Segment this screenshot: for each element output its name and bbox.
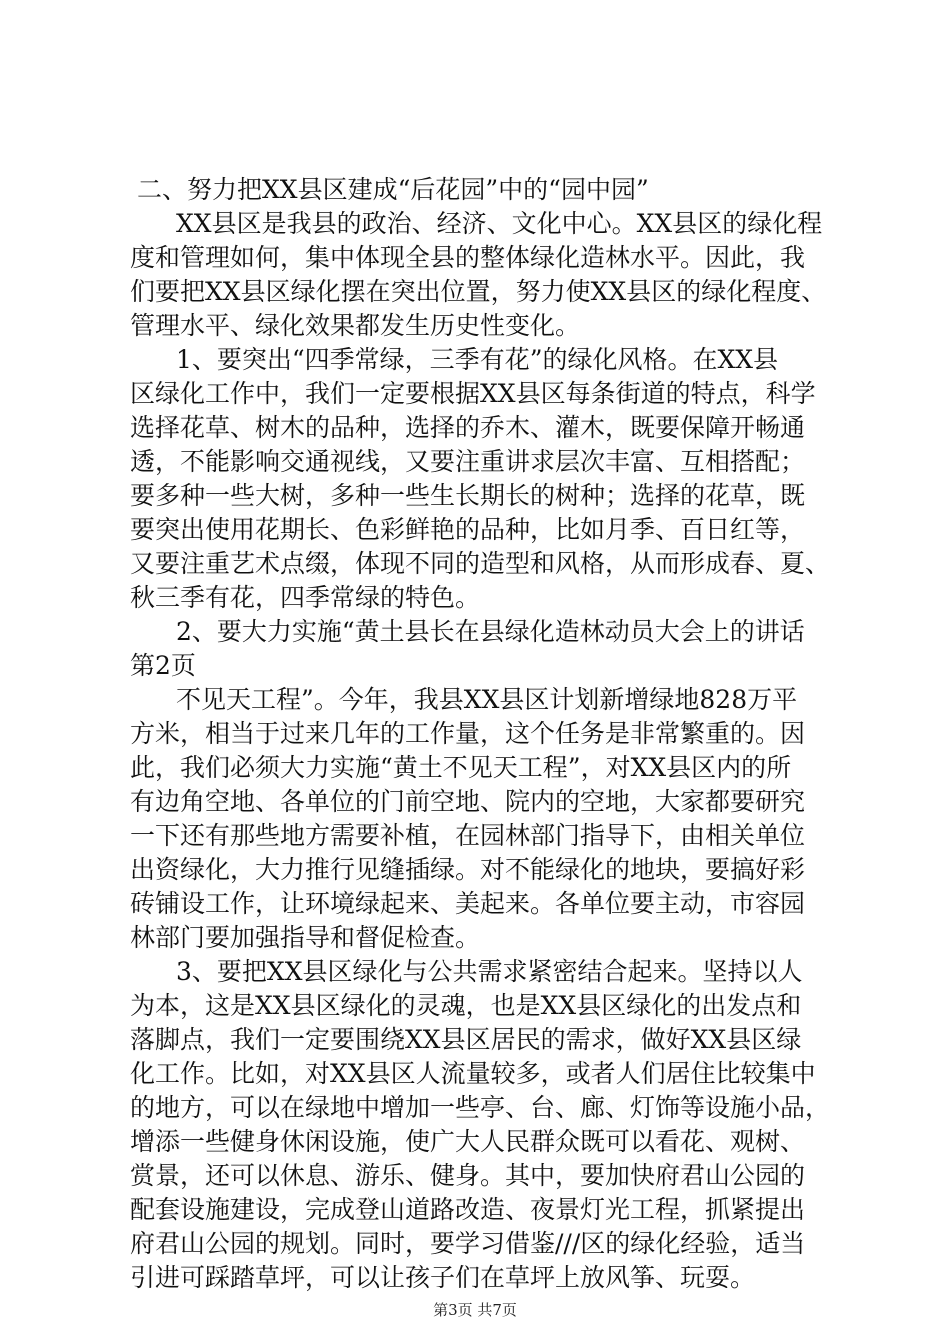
paragraph-line: 配套设施建设，完成登山道路改造、夜景灯光工程，抓紧提出	[130, 1195, 806, 1224]
page-footer: 第3页 共7页	[433, 1301, 517, 1319]
paragraph-line: 们要把XX县区绿化摆在突出位置，努力使XX县区的绿化程度、	[130, 277, 827, 306]
paragraph-line: 落脚点，我们一定要围绕XX县区居民的需求，做好XX县区绿	[130, 1025, 802, 1054]
paragraph-line: 又要注重艺术点缀，体现不同的造型和风格，从而形成春、夏、	[130, 549, 831, 578]
paragraph-line: 2、要大力实施“黄土县长在县绿化造林动员大会上的讲话	[176, 617, 805, 646]
paragraph-line: 不见天工程”。今年，我县XX县区计划新增绿地828万平	[176, 685, 798, 714]
paragraph-line: 区绿化工作中，我们一定要根据XX县区每条街道的特点，科学	[130, 379, 816, 408]
paragraph-line: 赏景，还可以休息、游乐、健身。其中，要加快府君山公园的	[130, 1161, 806, 1190]
paragraph-line: 砖铺设工作，让环境绿起来、美起来。各单位要主动，市容园	[130, 889, 806, 918]
paragraph-line: 化工作。比如，对XX县区人流量较多，或者人们居住比较集中	[130, 1059, 816, 1088]
paragraph-line: 透，不能影响交通视线，又要注重讲求层次丰富、互相搭配；	[130, 447, 806, 476]
paragraph-line: 为本，这是XX县区绿化的灵魂，也是XX县区绿化的出发点和	[130, 991, 802, 1020]
paragraph-line: 出资绿化，大力推行见缝插绿。对不能绿化的地块，要搞好彩	[130, 855, 806, 884]
paragraph-line: XX县区是我县的政治、经济、文化中心。XX县区的绿化程	[176, 209, 823, 238]
paragraph-line: 1、要突出“四季常绿，三季有花”的绿化风格。在XX县	[176, 345, 779, 374]
paragraph-line: 管理水平、绿化效果都发生历史性变化。	[130, 311, 581, 340]
paragraph-line: 秋三季有花，四季常绿的特色。	[130, 583, 481, 612]
paragraph-line: 要多种一些大树，多种一些生长期长的树种；选择的花草，既	[130, 481, 806, 510]
paragraph-line: 引进可踩踏草坪，可以让孩子们在草坪上放风筝、玩耍。	[130, 1263, 756, 1292]
paragraph-line: 方米，相当于过来几年的工作量，这个任务是非常繁重的。因	[130, 719, 806, 748]
paragraph-line: 此，我们必须大力实施“黄土不见天工程”，对XX县区内的所	[130, 753, 792, 782]
paragraph-line: 要突出使用花期长、色彩鲜艳的品种，比如月季、百日红等，	[130, 515, 806, 544]
paragraph-line: 选择花草、树木的品种，选择的乔木、灌木，既要保障开畅通	[130, 413, 806, 442]
paragraph-line: 增添一些健身休闲设施，使广大人民群众既可以看花、观树、	[130, 1127, 806, 1156]
paragraph-line: 3、要把XX县区绿化与公共需求紧密结合起来。坚持以人	[176, 957, 803, 986]
paragraph-line: 府君山公园的规划。同时，要学习借鉴///区的绿化经验，适当	[130, 1229, 806, 1258]
page-marker: 第2页	[130, 651, 196, 680]
paragraph-line: 一下还有那些地方需要补植，在园林部门指导下，由相关单位	[130, 821, 806, 850]
section-heading: 二、努力把XX县区建成“后花园”中的“园中园”	[137, 175, 649, 204]
paragraph-line: 林部门要加强指导和督促检查。	[130, 923, 481, 952]
paragraph-line: 有边角空地、各单位的门前空地、院内的空地，大家都要研究	[130, 787, 806, 816]
paragraph-line: 度和管理如何，集中体现全县的整体绿化造林水平。因此，我	[130, 243, 806, 272]
paragraph-line: 的地方，可以在绿地中增加一些亭、台、廊、灯饰等设施小品，	[130, 1093, 831, 1122]
